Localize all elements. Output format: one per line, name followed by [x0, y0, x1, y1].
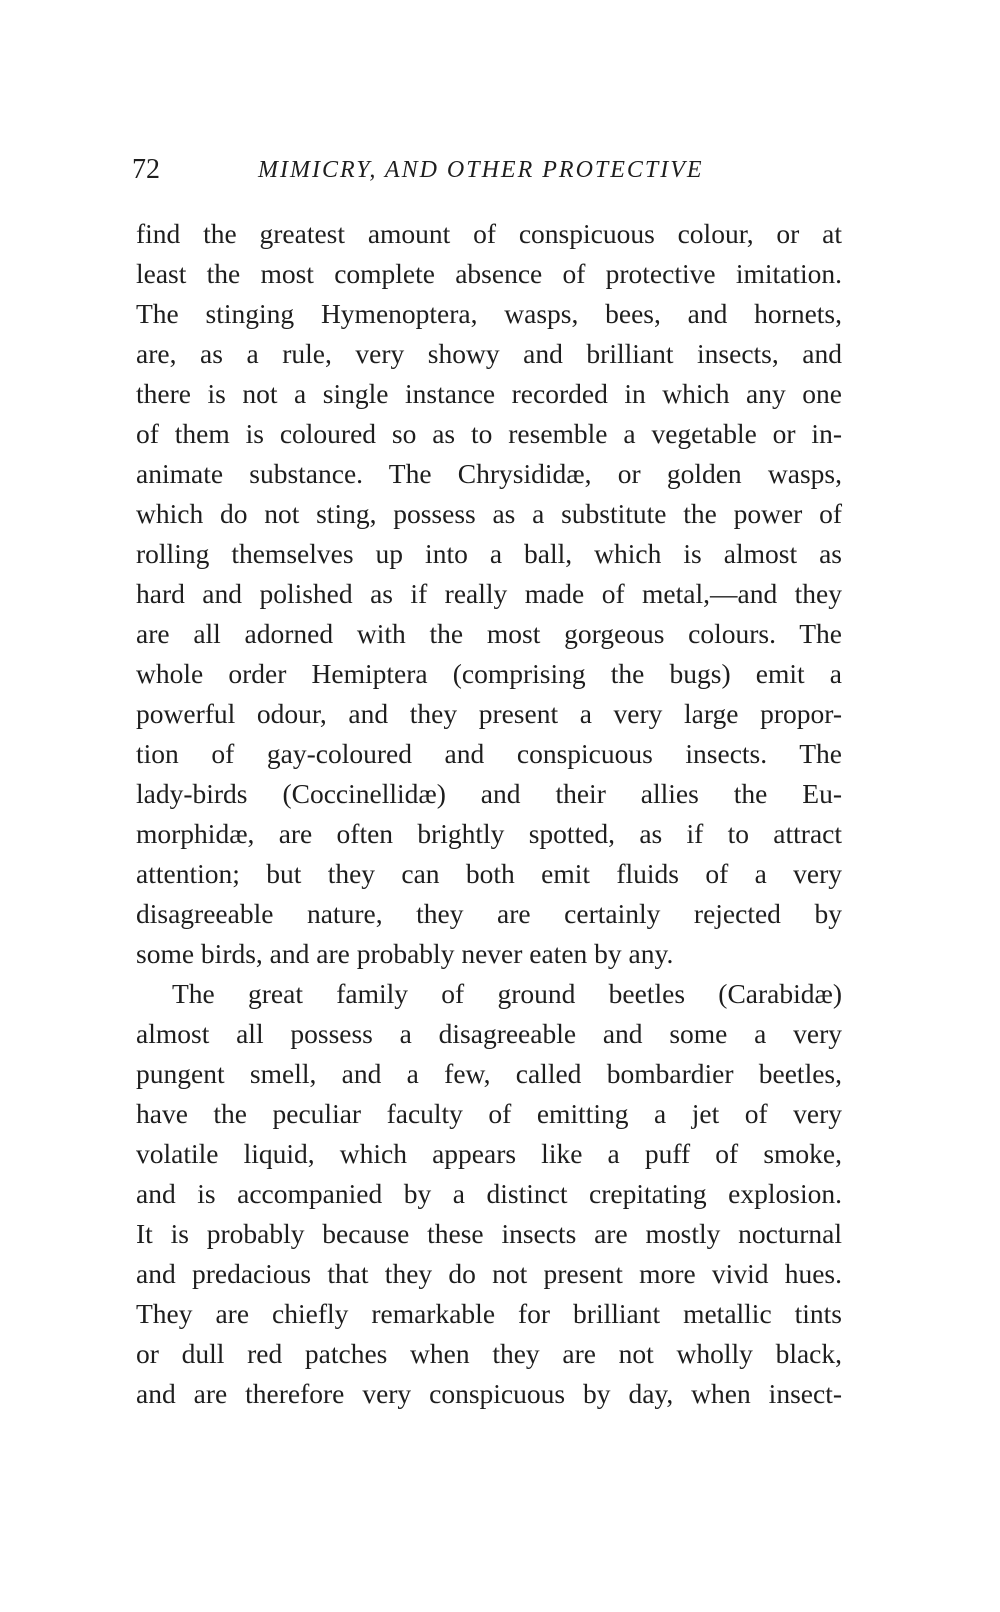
text-line: disagreeable nature, they are certainly rejected by — [136, 898, 842, 929]
running-title: MIMICRY, AND OTHER PROTECTIVE — [258, 157, 704, 183]
text-line: pungent smell, and a few, called bombardier beetles, — [136, 1058, 842, 1089]
text-line: hard and polished as if really made of metal,—and they — [136, 578, 842, 609]
text-line: are, as a rule, very showy and brilliant insects, and — [136, 338, 842, 369]
text-line: there is not a single instance recorded in which any one — [136, 378, 842, 409]
text-line: which do not sting, possess as a substitute the power of — [136, 498, 842, 529]
text-line: or dull red patches when they are not wholly black, — [136, 1338, 842, 1369]
page-number: 72 — [132, 154, 160, 185]
text-line: of them is coloured so as to resemble a vegetable or in- — [136, 418, 842, 449]
text-line: and predacious that they do not present more vivid hues. — [136, 1258, 842, 1289]
text-line: attention; but they can both emit fluids of a very — [136, 858, 842, 889]
text-line: whole order Hemiptera (comprising the bugs) emit a — [136, 658, 842, 689]
text-line: powerful odour, and they present a very large propor- — [136, 698, 842, 729]
text-line: tion of gay-coloured and conspicuous insects. The — [136, 738, 842, 769]
text-line: morphidæ, are often brightly spotted, as if to attract — [136, 818, 842, 849]
paragraph — [136, 214, 842, 974]
text-line: least the most complete absence of protective imitation. — [136, 258, 842, 289]
text-line: The stinging Hymenoptera, wasps, bees, and hornets, — [136, 298, 842, 329]
text-line: have the peculiar faculty of emitting a jet of very — [136, 1098, 842, 1129]
body-text — [136, 214, 842, 1414]
text-line: lady-birds (Coccinellidæ) and their allies the Eu- — [136, 778, 842, 809]
text-line: some birds, and are probably never eaten by any. — [136, 938, 674, 969]
text-line: and are therefore very conspicuous by day, when insect- — [136, 1378, 842, 1409]
text-line: animate substance. The Chrysididæ, or golden wasps, — [136, 458, 842, 489]
text-line: volatile liquid, which appears like a puff of smoke, — [136, 1138, 842, 1169]
text-line: They are chiefly remarkable for brilliant metallic tints — [136, 1298, 842, 1329]
text-line: almost all possess a disagreeable and some a very — [136, 1018, 842, 1049]
text-line: The great family of ground beetles (Carabidæ) — [172, 978, 842, 1009]
text-line: rolling themselves up into a ball, which is almost as — [136, 538, 842, 569]
running-head — [132, 150, 852, 190]
text-line: find the greatest amount of conspicuous colour, or at — [136, 218, 842, 249]
text-line: and is accompanied by a distinct crepitating explosion. — [136, 1178, 842, 1209]
text-line: It is probably because these insects are mostly nocturnal — [136, 1218, 842, 1249]
paragraph — [136, 974, 842, 1414]
text-line: are all adorned with the most gorgeous colours. The — [136, 618, 842, 649]
